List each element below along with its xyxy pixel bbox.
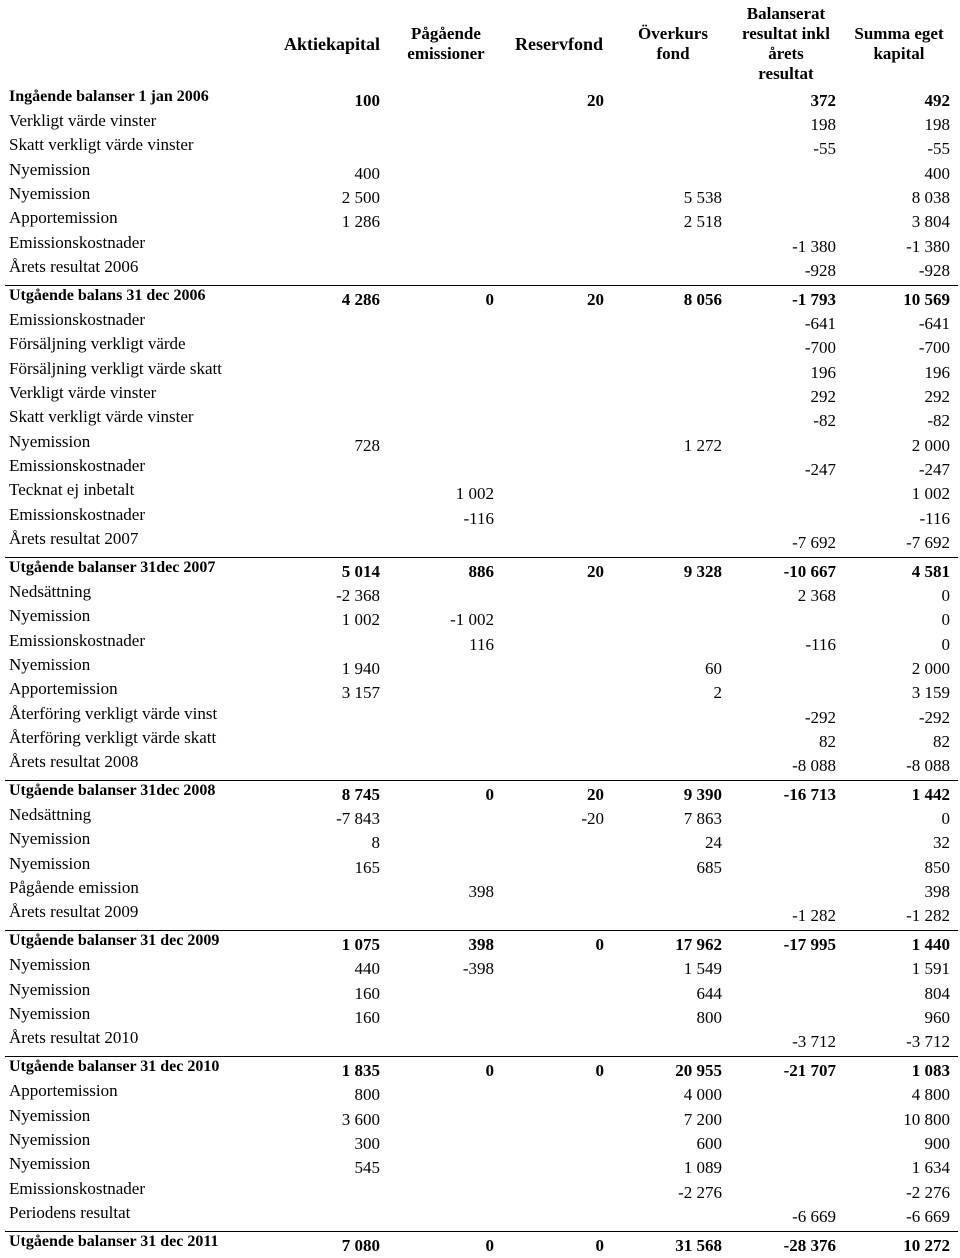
table-row	[0, 1205, 960, 1229]
row-label: Emissionskostnader	[9, 631, 145, 650]
table-row	[0, 531, 960, 555]
cell-overkurs-fond: 60	[705, 659, 722, 678]
cell-aktiekapital: 1 286	[341, 212, 380, 231]
cell-summa-eget-kapital: 850	[924, 858, 950, 877]
cell-overkurs-fond: 4 000	[683, 1085, 722, 1104]
row-label: Skatt verkligt värde vinster	[9, 407, 194, 426]
cell-summa-eget-kapital: 4 581	[911, 562, 950, 581]
cell-balanserat-resultat: -247	[804, 460, 836, 479]
row-label: Utgående balanser 31 dec 2010	[9, 1058, 220, 1075]
cell-aktiekapital: -7 843	[336, 809, 380, 828]
cell-balanserat-resultat: -28 376	[783, 1236, 836, 1255]
cell-pagaende-emissioner: 398	[468, 882, 494, 901]
row-label: Nyemission	[9, 184, 91, 203]
cell-summa-eget-kapital: 32	[933, 833, 950, 852]
cell-summa-eget-kapital: -641	[918, 314, 950, 333]
row-label: Nyemission	[9, 829, 91, 848]
cell-overkurs-fond: 9 390	[683, 785, 722, 804]
cell-balanserat-resultat: -1 793	[792, 290, 836, 309]
row-label: Återföring verkligt värde skatt	[9, 728, 217, 747]
cell-balanserat-resultat: -21 707	[783, 1061, 836, 1080]
cell-pagaende-emissioner: 116	[469, 635, 494, 654]
cell-pagaende-emissioner: -1 002	[450, 610, 494, 629]
cell-aktiekapital: 440	[354, 959, 380, 978]
row-label: Utgående balans 31 dec 2006	[9, 287, 206, 304]
table-row	[0, 259, 960, 283]
cell-overkurs-fond: -2 276	[678, 1183, 722, 1202]
cell-summa-eget-kapital: 804	[924, 984, 950, 1003]
cell-summa-eget-kapital: 1 634	[911, 1158, 950, 1177]
cell-balanserat-resultat: -292	[804, 708, 836, 727]
cell-balanserat-resultat: -16 713	[783, 785, 836, 804]
row-label: Årets resultat 2006	[9, 257, 139, 276]
row-label: Apportemission	[9, 1081, 118, 1100]
column-header-line: Balanserat	[746, 4, 826, 23]
row-label: Årets resultat 2009	[9, 902, 139, 921]
cell-balanserat-resultat: -700	[804, 338, 836, 357]
cell-summa-eget-kapital: 900	[924, 1134, 950, 1153]
cell-overkurs-fond: 2 518	[683, 212, 722, 231]
cell-reservfond: 20	[587, 785, 604, 804]
row-label: Utgående balanser 31dec 2007	[9, 559, 216, 576]
row-label: Tecknat ej inbetalt	[9, 480, 135, 499]
cell-overkurs-fond: 644	[696, 984, 722, 1003]
column-header-overkurs-fond	[618, 0, 728, 88]
cell-overkurs-fond: 1 089	[683, 1158, 722, 1177]
row-label: Nyemission	[9, 980, 91, 999]
column-header-row	[0, 0, 960, 88]
row-label: Nyemission	[9, 655, 91, 674]
cell-overkurs-fond: 800	[696, 1008, 722, 1027]
cell-summa-eget-kapital: -247	[918, 460, 950, 479]
row-label: Emissionskostnader	[9, 1179, 145, 1198]
row-label: Årets resultat 2007	[9, 529, 139, 548]
cell-summa-eget-kapital: -292	[918, 708, 950, 727]
cell-overkurs-fond: 24	[705, 833, 722, 852]
cell-aktiekapital: 400	[354, 164, 380, 183]
cell-aktiekapital: 1 002	[341, 610, 380, 629]
cell-aktiekapital: -2 368	[336, 586, 380, 605]
cell-pagaende-emissioner: -116	[463, 509, 494, 528]
cell-summa-eget-kapital: 3 159	[911, 683, 950, 702]
cell-balanserat-resultat: -55	[813, 139, 836, 158]
cell-pagaende-emissioner: 0	[485, 785, 494, 804]
cell-overkurs-fond: 1 549	[683, 959, 722, 978]
row-label: Pågående emission	[9, 878, 139, 897]
cell-summa-eget-kapital: 1 083	[911, 1061, 950, 1080]
row-label: Nyemission	[9, 606, 91, 625]
column-header-line: Överkurs	[638, 24, 708, 43]
cell-aktiekapital: 800	[354, 1085, 380, 1104]
cell-pagaende-emissioner: -398	[462, 959, 494, 978]
cell-aktiekapital: 728	[354, 436, 380, 455]
cell-reservfond: 0	[595, 935, 604, 954]
cell-summa-eget-kapital: 10 800	[903, 1110, 950, 1129]
row-label: Emissionskostnader	[9, 456, 145, 475]
cell-reservfond: 20	[587, 290, 604, 309]
cell-pagaende-emissioner: 886	[468, 562, 494, 581]
cell-balanserat-resultat: -8 088	[792, 756, 836, 775]
column-header-line: kapital	[873, 44, 925, 63]
cell-aktiekapital: 8	[371, 833, 380, 852]
cell-balanserat-resultat: -116	[805, 635, 836, 654]
row-label: Skatt verkligt värde vinster	[9, 135, 194, 154]
cell-overkurs-fond: 2	[713, 683, 722, 702]
column-header-line: resultat inkl	[741, 24, 830, 43]
cell-summa-eget-kapital: 1 440	[911, 935, 950, 954]
cell-pagaende-emissioner: 1 002	[455, 484, 494, 503]
cell-balanserat-resultat: -17 995	[783, 935, 836, 954]
cell-overkurs-fond: 7 200	[683, 1110, 722, 1129]
cell-summa-eget-kapital: 1 442	[911, 785, 950, 804]
cell-summa-eget-kapital: 2 000	[911, 659, 950, 678]
cell-balanserat-resultat: -1 380	[792, 237, 836, 256]
cell-summa-eget-kapital: -2 276	[906, 1183, 950, 1202]
cell-summa-eget-kapital: -928	[918, 261, 950, 280]
cell-summa-eget-kapital: 10 272	[903, 1236, 950, 1255]
cell-aktiekapital: 5 014	[341, 562, 380, 581]
column-header-line: Reservfond	[515, 34, 603, 54]
cell-overkurs-fond: 9 328	[683, 562, 722, 581]
cell-aktiekapital: 2 500	[341, 188, 380, 207]
cell-summa-eget-kapital: 1 591	[911, 959, 950, 978]
cell-overkurs-fond: 685	[696, 858, 722, 877]
cell-summa-eget-kapital: 398	[924, 882, 950, 901]
cell-balanserat-resultat: -7 692	[792, 533, 836, 552]
cell-summa-eget-kapital: 198	[924, 115, 950, 134]
cell-summa-eget-kapital: 400	[924, 164, 950, 183]
cell-aktiekapital: 7 080	[341, 1236, 380, 1255]
row-label: Nyemission	[9, 1154, 91, 1173]
cell-overkurs-fond: 20 955	[675, 1061, 722, 1080]
column-header-line: emissioner	[407, 44, 485, 63]
cell-summa-eget-kapital: 492	[924, 91, 950, 110]
column-header-aktiekapital	[272, 0, 392, 88]
column-header-line: årets	[768, 44, 804, 63]
cell-summa-eget-kapital: 0	[941, 635, 950, 654]
cell-summa-eget-kapital: 0	[941, 610, 950, 629]
cell-summa-eget-kapital: 8 038	[911, 188, 950, 207]
table-row	[0, 754, 960, 778]
cell-reservfond: -20	[581, 809, 604, 828]
cell-summa-eget-kapital: -116	[919, 509, 950, 528]
row-label: Apportemission	[9, 208, 118, 227]
row-label: Utgående balanser 31 dec 2009	[9, 932, 220, 949]
row-label: Utgående balanser 31 dec 2011	[9, 1233, 219, 1250]
cell-overkurs-fond: 31 568	[675, 1236, 722, 1255]
cell-summa-eget-kapital: 2 000	[911, 436, 950, 455]
cell-reservfond: 0	[595, 1061, 604, 1080]
row-label: Verkligt värde vinster	[9, 383, 157, 402]
cell-summa-eget-kapital: -7 692	[906, 533, 950, 552]
cell-summa-eget-kapital: -55	[927, 139, 950, 158]
cell-aktiekapital: 1 940	[341, 659, 380, 678]
column-header-reservfond	[500, 0, 618, 88]
row-label: Apportemission	[9, 679, 118, 698]
cell-reservfond: 20	[587, 91, 604, 110]
cell-balanserat-resultat: -1 282	[792, 906, 836, 925]
cell-balanserat-resultat: 372	[810, 91, 836, 110]
cell-summa-eget-kapital: 196	[924, 363, 950, 382]
column-header-line: fond	[656, 44, 690, 63]
cell-summa-eget-kapital: -6 669	[906, 1207, 950, 1226]
row-label: Årets resultat 2008	[9, 752, 139, 771]
column-header-line: resultat	[758, 64, 814, 83]
column-header-balanserat-resultat	[728, 0, 844, 88]
cell-balanserat-resultat: -10 667	[783, 562, 836, 581]
row-label: Nyemission	[9, 160, 91, 179]
cell-summa-eget-kapital: 292	[924, 387, 950, 406]
cell-aktiekapital: 1 835	[341, 1061, 380, 1080]
row-label: Nyemission	[9, 955, 91, 974]
cell-aktiekapital: 100	[354, 91, 380, 110]
cell-pagaende-emissioner: 0	[485, 290, 494, 309]
cell-reservfond: 0	[595, 1236, 604, 1255]
cell-summa-eget-kapital: -1 282	[906, 906, 950, 925]
cell-balanserat-resultat: -3 712	[792, 1032, 836, 1051]
cell-summa-eget-kapital: 4 800	[911, 1085, 950, 1104]
cell-summa-eget-kapital: 82	[933, 732, 950, 751]
cell-summa-eget-kapital: 960	[924, 1008, 950, 1027]
cell-balanserat-resultat: 2 368	[797, 586, 836, 605]
row-label: Emissionskostnader	[9, 233, 145, 252]
cell-summa-eget-kapital: -82	[927, 411, 950, 430]
cell-overkurs-fond: 1 272	[683, 436, 722, 455]
cell-summa-eget-kapital: -3 712	[906, 1032, 950, 1051]
row-label: Försäljning verkligt värde skatt	[9, 359, 222, 378]
cell-balanserat-resultat: -82	[813, 411, 836, 430]
column-header-pagaende-emissioner	[392, 0, 500, 88]
cell-balanserat-resultat: 196	[810, 363, 836, 382]
cell-summa-eget-kapital: 0	[941, 586, 950, 605]
row-label: Periodens resultat	[9, 1203, 131, 1222]
column-header-line: Pågående	[411, 24, 481, 43]
cell-summa-eget-kapital: -1 380	[906, 237, 950, 256]
cell-aktiekapital: 3 600	[341, 1110, 380, 1129]
cell-overkurs-fond: 8 056	[683, 290, 722, 309]
row-label: Årets resultat 2010	[9, 1028, 139, 1047]
cell-pagaende-emissioner: 0	[485, 1061, 494, 1080]
cell-aktiekapital: 300	[354, 1134, 380, 1153]
cell-balanserat-resultat: 198	[810, 115, 836, 134]
column-header-line: Summa eget	[854, 24, 944, 43]
cell-overkurs-fond: 600	[696, 1134, 722, 1153]
row-label: Återföring verkligt värde vinst	[9, 704, 218, 723]
cell-summa-eget-kapital: 10 569	[903, 290, 950, 309]
cell-balanserat-resultat: -641	[804, 314, 836, 333]
row-label: Nyemission	[9, 1130, 91, 1149]
cell-summa-eget-kapital: -8 088	[906, 756, 950, 775]
row-label: Nyemission	[9, 1004, 91, 1023]
row-label: Försäljning verkligt värde	[9, 334, 186, 353]
cell-aktiekapital: 160	[354, 984, 380, 1003]
cell-summa-eget-kapital: 1 002	[911, 484, 950, 503]
column-header-summa-eget-kapital	[840, 0, 958, 88]
cell-aktiekapital: 3 157	[341, 683, 380, 702]
cell-reservfond: 20	[587, 562, 604, 581]
table-row	[0, 1030, 960, 1054]
cell-overkurs-fond: 5 538	[683, 188, 722, 207]
row-label: Nedsättning	[9, 805, 92, 824]
cell-summa-eget-kapital: 0	[941, 809, 950, 828]
cell-overkurs-fond: 7 863	[683, 809, 722, 828]
column-header-line: Aktiekapital	[283, 34, 380, 54]
cell-aktiekapital: 4 286	[341, 290, 380, 309]
row-label: Verkligt värde vinster	[9, 111, 157, 130]
row-label: Emissionskostnader	[9, 505, 145, 524]
row-label: Nyemission	[9, 854, 91, 873]
cell-balanserat-resultat: 82	[819, 732, 836, 751]
cell-balanserat-resultat: -928	[804, 261, 836, 280]
cell-overkurs-fond: 17 962	[675, 935, 722, 954]
row-label: Ingående balanser 1 jan 2006	[9, 88, 209, 105]
cell-summa-eget-kapital: 3 804	[911, 212, 950, 231]
balance-row	[0, 1234, 960, 1258]
row-label: Utgående balanser 31dec 2008	[9, 782, 216, 799]
cell-aktiekapital: 545	[354, 1158, 380, 1177]
row-label: Emissionskostnader	[9, 310, 145, 329]
cell-balanserat-resultat: -6 669	[792, 1207, 836, 1226]
cell-aktiekapital: 1 075	[341, 935, 380, 954]
cell-aktiekapital: 8 745	[341, 785, 380, 804]
cell-aktiekapital: 165	[354, 858, 380, 877]
cell-balanserat-resultat: 292	[810, 387, 836, 406]
table-row	[0, 904, 960, 928]
cell-aktiekapital: 160	[354, 1008, 380, 1027]
row-label: Nyemission	[9, 1106, 91, 1125]
row-label: Nedsättning	[9, 582, 92, 601]
cell-summa-eget-kapital: -700	[918, 338, 950, 357]
cell-pagaende-emissioner: 0	[485, 1236, 494, 1255]
cell-pagaende-emissioner: 398	[468, 935, 494, 954]
row-label: Nyemission	[9, 432, 91, 451]
